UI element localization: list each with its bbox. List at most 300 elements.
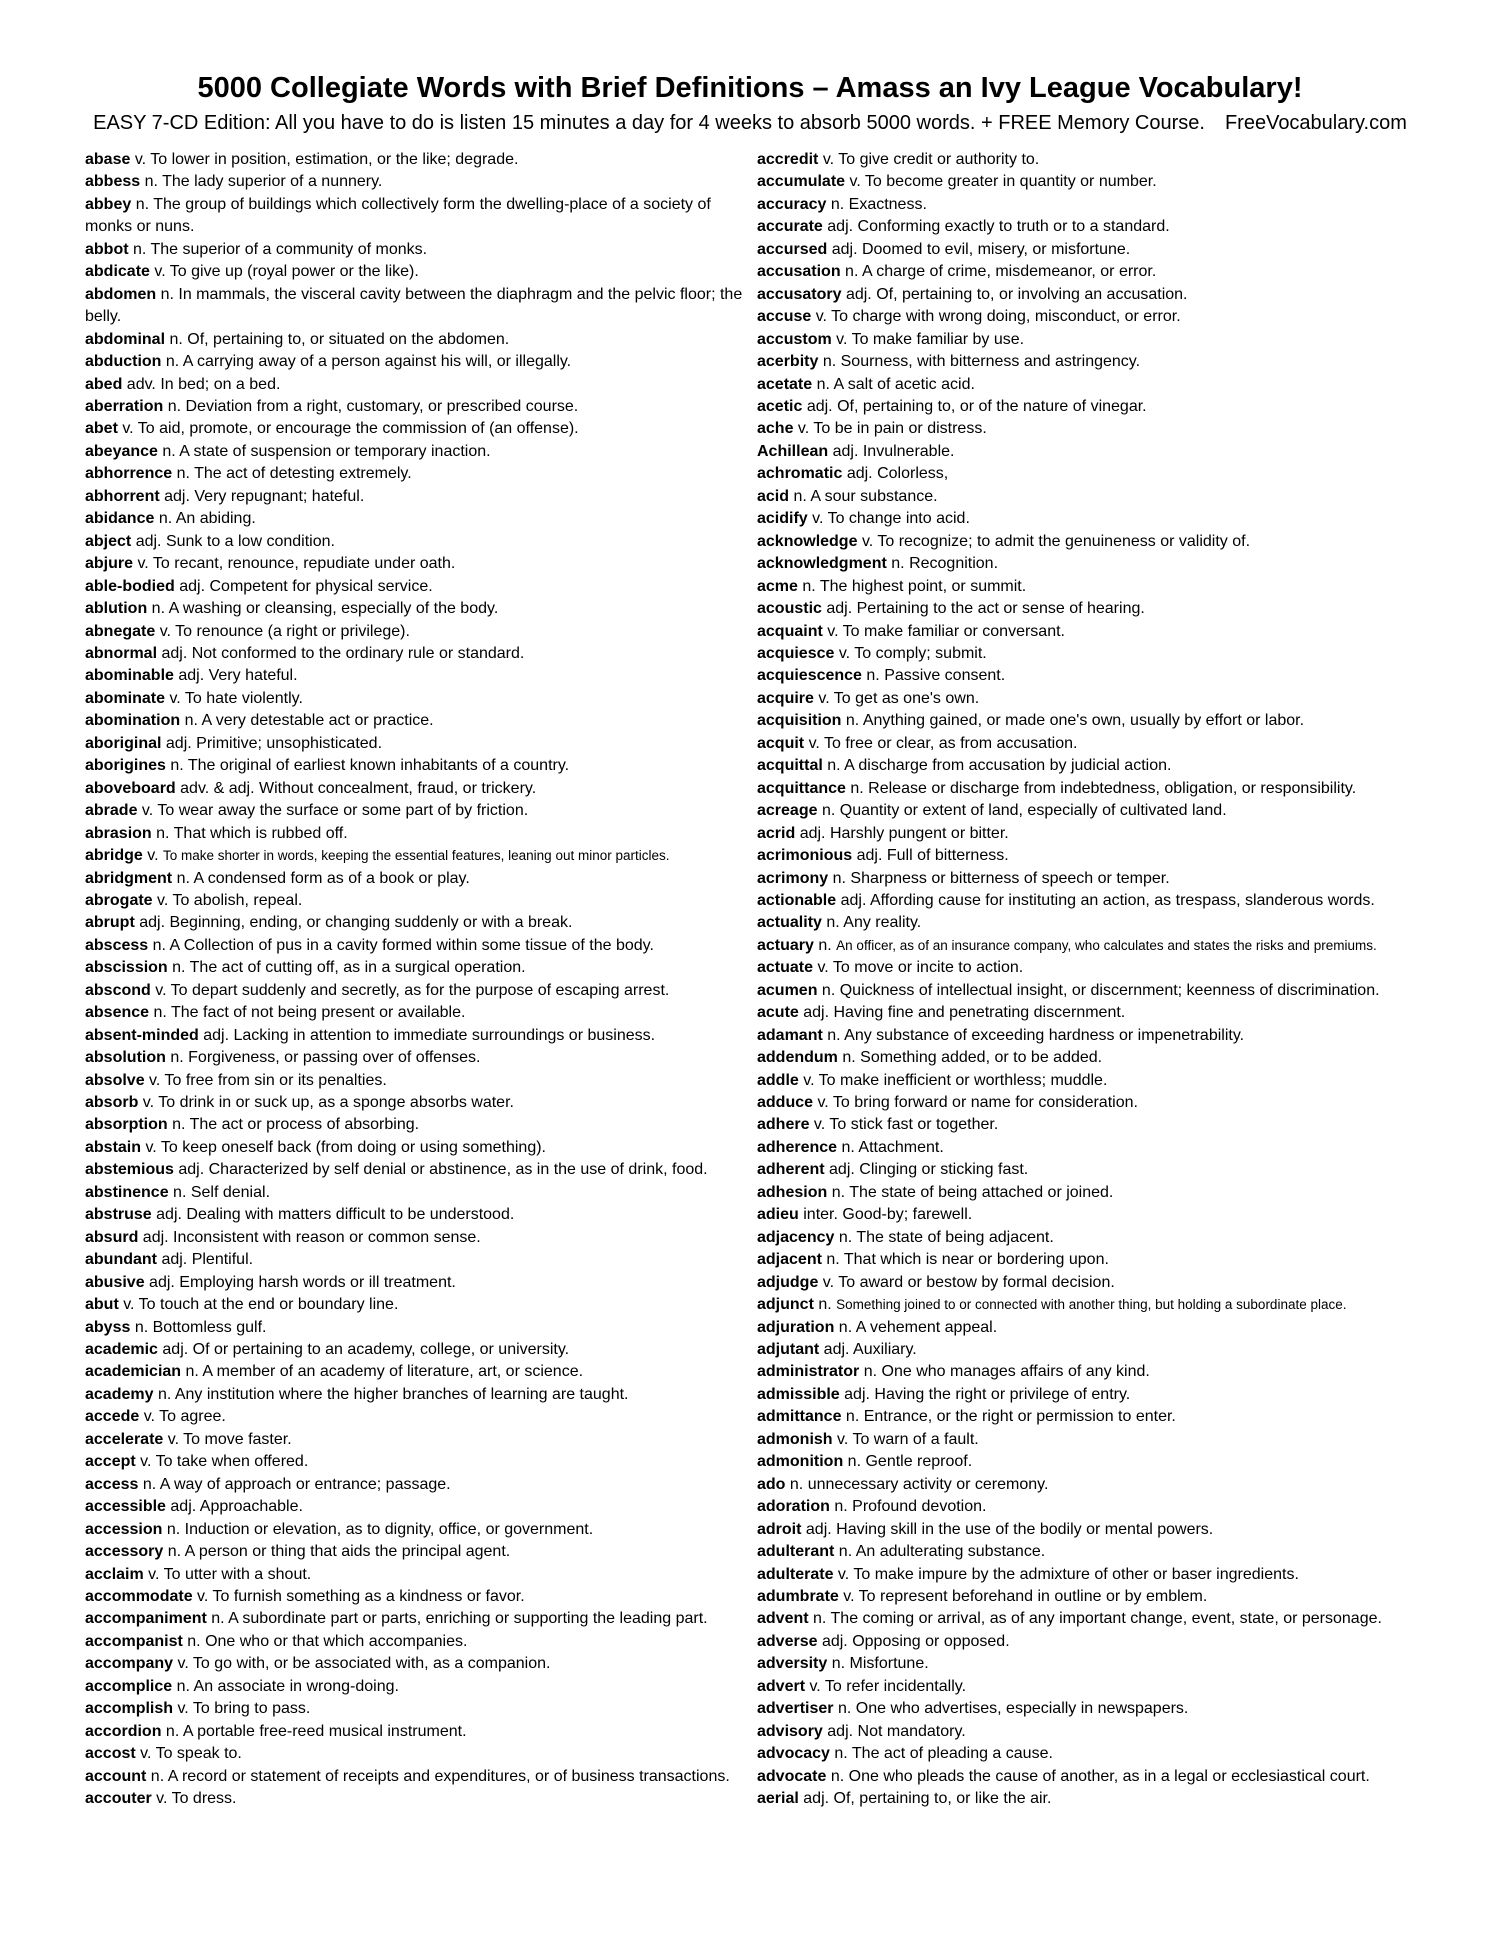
dictionary-entry: [85, 1653, 757, 1675]
dictionary-entry: [85, 149, 757, 171]
entry-definition: Quantity or extent of land, especially of cultivated land.: [839, 802, 1227, 820]
entry-word: accomplice: [85, 1677, 173, 1695]
dictionary-entry: [757, 890, 1449, 912]
subtitle-text: EASY 7-CD Edition: All you have to do is listen 15 minutes a day for 4 weeks to absorb 5000 words. + FREE Memory Course.: [93, 112, 1205, 134]
entry-part-of-speech: v.: [808, 734, 820, 752]
entry-definition: The state of being attached or joined.: [849, 1183, 1114, 1201]
entry-word: ache: [757, 420, 794, 438]
entry-word: accommodate: [85, 1588, 193, 1605]
entry-part-of-speech: adj.: [161, 644, 188, 662]
entry-definition: To bring to pass.: [192, 1700, 311, 1718]
entry-word: adjutant: [757, 1341, 820, 1359]
entry-definition: To drink in or suck up, as a sponge absorbs water.: [158, 1094, 514, 1112]
entry-definition: A discharge from accusation by judicial action.: [844, 757, 1172, 775]
entry-part-of-speech: v.: [169, 689, 181, 707]
entry-definition: Without concealment, fraud, or trickery.: [259, 779, 537, 797]
entry-part-of-speech: n.: [135, 195, 150, 213]
entry-word: acquaint: [757, 622, 823, 640]
dictionary-entry: [85, 1676, 757, 1698]
dictionary-entry: [85, 733, 757, 755]
dictionary-entry: [85, 800, 757, 822]
entry-word: adhere: [757, 1116, 810, 1134]
dictionary-entry: [757, 957, 1449, 979]
entry-word: abridgment: [85, 869, 173, 887]
dictionary-entry: [757, 1451, 1449, 1473]
entry-word: abdominal: [85, 330, 166, 348]
entry-part-of-speech: n.: [170, 757, 184, 775]
entry-definition: Gentle reproof.: [865, 1453, 973, 1471]
entry-part-of-speech: adv.: [126, 375, 156, 393]
dictionary-entry: [85, 1339, 757, 1361]
entry-word: accursed: [757, 240, 828, 258]
entry-part-of-speech: adj.: [832, 442, 859, 460]
entry-definition: To represent beforehand in outline or by emblem.: [858, 1588, 1208, 1605]
dictionary-entry: [85, 1519, 757, 1541]
dictionary-entry: [85, 1025, 757, 1047]
entry-part-of-speech: n.: [165, 353, 180, 371]
dictionary-entry: [85, 755, 757, 777]
entry-definition: To be in pain or distress.: [813, 420, 987, 438]
entry-word: abominate: [85, 689, 166, 707]
entry-part-of-speech: v.: [822, 1273, 835, 1291]
dictionary-entry: [85, 710, 757, 732]
entry-word: acknowledgment: [757, 555, 887, 573]
dictionary-entry: [757, 1766, 1449, 1788]
entry-word: accusatory: [757, 285, 842, 303]
entry-definition: To warn of a fault.: [852, 1430, 979, 1448]
entry-part-of-speech: adj.: [831, 240, 858, 258]
entry-part-of-speech: adj.: [135, 532, 162, 550]
entry-part-of-speech: v.: [177, 1700, 189, 1718]
entry-word: addendum: [757, 1049, 838, 1067]
entry-part-of-speech: n.: [842, 1049, 856, 1067]
definitions-column-left: [85, 149, 757, 1811]
dictionary-entry: [85, 1159, 757, 1181]
entry-definition: Deviation from a right, customary, or prescribed course.: [185, 397, 579, 415]
entry-definition: Invulnerable.: [862, 442, 955, 460]
entry-definition: To touch at the end or boundary line.: [138, 1296, 399, 1314]
dictionary-entry: [85, 194, 757, 239]
entry-part-of-speech: n.: [813, 1610, 827, 1628]
entry-word: abridge: [85, 847, 143, 865]
entry-definition: A record or statement of receipts and expenditures, or of business transactions.: [167, 1767, 730, 1785]
dictionary-entry: [757, 1429, 1449, 1451]
dictionary-entry: [757, 463, 1449, 485]
dictionary-entry: [757, 486, 1449, 508]
dictionary-entry: [85, 1070, 757, 1092]
dictionary-entry: [757, 1025, 1449, 1047]
entry-word: abrogate: [85, 891, 153, 909]
entry-definition: Any substance of exceeding hardness or impenetrability.: [844, 1026, 1245, 1044]
entry-part-of-speech: adj.: [156, 1206, 182, 1224]
entry-word: abyss: [85, 1318, 131, 1336]
dictionary-entry: [757, 1743, 1449, 1765]
entry-word: absurd: [85, 1228, 139, 1246]
dictionary-entry: [85, 643, 757, 665]
dictionary-entry: [757, 329, 1449, 351]
entry-part-of-speech: adj.: [165, 734, 192, 752]
dictionary-entry: [85, 1384, 757, 1406]
entry-part-of-speech: v.: [803, 1071, 815, 1089]
dictionary-entry: [85, 1182, 757, 1204]
entry-part-of-speech: n.: [160, 285, 174, 303]
entry-definition: Passive consent.: [884, 667, 1006, 685]
entry-word: acrimonious: [757, 847, 853, 865]
entry-part-of-speech: v.: [843, 1588, 855, 1605]
entry-word: absolve: [85, 1071, 145, 1089]
dictionary-entry: [85, 778, 757, 800]
entry-word: acclaim: [85, 1565, 144, 1583]
entry-definition: To dress.: [171, 1790, 237, 1808]
dictionary-entry: [85, 1474, 757, 1496]
entry-definition: Plentiful.: [191, 1251, 254, 1269]
entry-part-of-speech: adj.: [856, 847, 883, 865]
entry-word: abstruse: [85, 1206, 152, 1224]
dictionary-entry: [85, 1451, 757, 1473]
entry-part-of-speech: n.: [156, 824, 170, 842]
entry-definition: To go with, or be associated with, as a companion.: [192, 1655, 551, 1673]
dictionary-entry: [757, 1721, 1449, 1743]
entry-definition: To agree.: [159, 1408, 226, 1426]
entry-word: actuary: [757, 936, 814, 954]
entry-word: abed: [85, 375, 123, 393]
entry-part-of-speech: v.: [140, 1745, 152, 1763]
entry-word: aberration: [85, 397, 164, 415]
entry-part-of-speech: n.: [151, 600, 166, 618]
entry-word: abscission: [85, 959, 168, 977]
dictionary-entry: [757, 508, 1449, 530]
dictionary-entry: [757, 868, 1449, 890]
entry-word: admonish: [757, 1430, 833, 1448]
entry-definition: A salt of acetic acid.: [833, 375, 975, 393]
entry-part-of-speech: n.: [826, 914, 840, 932]
entry-definition: Induction or elevation, as to dignity, office, or government.: [184, 1520, 594, 1538]
dictionary-entry: [757, 1653, 1449, 1675]
dictionary-entry: [85, 912, 757, 934]
dictionary-entry: [85, 868, 757, 890]
entry-definition: Auxiliary.: [853, 1341, 917, 1359]
entry-word: adjudge: [757, 1273, 819, 1291]
dictionary-entry: [85, 1272, 757, 1294]
dictionary-entry: [757, 396, 1449, 418]
entry-part-of-speech: adj.: [178, 1161, 205, 1179]
entry-definition: Having fine and penetrating discernment.: [833, 1004, 1126, 1022]
entry-word: accost: [85, 1745, 136, 1763]
entry-word: Achillean: [757, 442, 829, 460]
entry-part-of-speech: n.: [826, 1251, 840, 1269]
entry-definition: One who advertises, especially in newspapers.: [855, 1700, 1189, 1718]
entry-definition: Misfortune.: [849, 1655, 929, 1673]
entry-part-of-speech: n.: [830, 1767, 845, 1785]
entry-definition: One who pleads the cause of another, as in a legal or ecclesiastical court.: [848, 1767, 1370, 1785]
entry-definition: Of or pertaining to an academy, college, or university.: [192, 1341, 570, 1359]
dictionary-entry: [757, 1137, 1449, 1159]
dictionary-entry: [757, 1631, 1449, 1653]
entry-definition: One who or that which accompanies.: [205, 1632, 468, 1650]
dictionary-entry: [757, 284, 1449, 306]
entry-part-of-speech: n.: [170, 1049, 184, 1067]
entry-definition: The original of earliest known inhabitants of a country.: [187, 757, 570, 775]
entry-part-of-speech: n.: [827, 757, 841, 775]
entry-part-of-speech: n.: [831, 1655, 846, 1673]
entry-part-of-speech: n.: [818, 1296, 832, 1314]
dictionary-entry: [757, 1788, 1449, 1810]
dictionary-entry: [757, 194, 1449, 216]
entry-part-of-speech: v.: [812, 510, 824, 528]
entry-word: aboveboard: [85, 779, 176, 797]
entry-definition: To aid, promote, or encourage the commission of (an offense).: [137, 420, 579, 438]
entry-part-of-speech: n.: [184, 712, 198, 730]
entry-word: accession: [85, 1520, 163, 1538]
entry-word: absorption: [85, 1116, 168, 1134]
dictionary-entry: [757, 1339, 1449, 1361]
entry-part-of-speech: adj.: [823, 1341, 850, 1359]
entry-word: abscess: [85, 936, 149, 954]
entry-part-of-speech: n.: [863, 1363, 878, 1381]
dictionary-entry: [757, 239, 1449, 261]
dictionary-entry: [85, 1204, 757, 1226]
entry-definition: To renounce (a right or privilege).: [175, 622, 410, 640]
dictionary-entry: [85, 1541, 757, 1563]
dictionary-entry: [757, 755, 1449, 777]
entry-part-of-speech: v.: [137, 555, 149, 573]
entry-part-of-speech: adj.: [827, 1722, 854, 1740]
entry-definition: A sour substance.: [810, 487, 938, 505]
dictionary-entry: [85, 935, 757, 957]
dictionary-entry: [757, 351, 1449, 373]
entry-definition: To abolish, repeal.: [172, 891, 303, 909]
entry-part-of-speech: n.: [152, 936, 166, 954]
entry-word: academic: [85, 1341, 158, 1359]
entry-word: achromatic: [757, 465, 843, 483]
entry-definition: A Collection of pus in a cavity formed within some tissue of the body.: [169, 936, 654, 954]
dictionary-entry: [757, 553, 1449, 575]
entry-part-of-speech: n.: [838, 1318, 853, 1336]
entry-word: accredit: [757, 151, 819, 168]
dictionary-entry: [757, 1182, 1449, 1204]
dictionary-entry: [85, 1608, 757, 1630]
entry-definition: Colorless,: [877, 465, 949, 483]
entry-part-of-speech: n.: [187, 1632, 201, 1650]
dictionary-entry: [85, 284, 757, 329]
entry-word: abstain: [85, 1138, 142, 1156]
entry-word: advent: [757, 1610, 809, 1628]
entry-part-of-speech: v.: [155, 981, 167, 999]
entry-part-of-speech: n.: [802, 577, 816, 595]
entry-word: administrator: [757, 1363, 860, 1381]
dictionary-entry: [757, 306, 1449, 328]
entry-word: abduction: [85, 353, 162, 371]
dictionary-entry: [757, 912, 1449, 934]
entry-definition: Sourness, with bitterness and astringency.: [840, 353, 1141, 371]
entry-part-of-speech: n.: [789, 1475, 804, 1493]
entry-definition: Very repugnant; hateful.: [194, 487, 365, 505]
entry-definition: Exactness.: [848, 195, 927, 213]
page-header: [0, 72, 1500, 135]
entry-part-of-speech: v.: [818, 689, 830, 707]
page-subtitle: [0, 112, 1500, 135]
entry-definition: The act of cutting off, as in a surgical operation.: [189, 959, 526, 977]
dictionary-entry: [757, 1227, 1449, 1249]
dictionary-entry: [757, 1541, 1449, 1563]
entry-definition: To make impure by the admixture of other or baser ingredients.: [853, 1565, 1299, 1583]
dictionary-entry: [757, 845, 1449, 867]
dictionary-entry: [757, 261, 1449, 283]
entry-definition: To change into acid.: [827, 510, 970, 528]
entry-word: aerial: [757, 1790, 799, 1808]
entry-part-of-speech: v.: [156, 1790, 168, 1808]
dictionary-entry: [85, 553, 757, 575]
entry-definition: In mammals, the visceral cavity between the diaphragm and the pelvic floor; the belly.: [85, 285, 743, 326]
entry-word: abet: [85, 420, 118, 438]
dictionary-entry: [85, 1092, 757, 1114]
entry-part-of-speech: adj.: [803, 1790, 830, 1808]
entry-word: adjacent: [757, 1251, 822, 1269]
entry-definition: That which is near or bordering upon.: [843, 1251, 1109, 1269]
dictionary-entry: [757, 374, 1449, 396]
dictionary-entry: [757, 823, 1449, 845]
entry-part-of-speech: v.: [815, 308, 827, 326]
entry-part-of-speech: v.: [123, 1296, 135, 1314]
entry-definition: To make familiar by use.: [851, 330, 1025, 348]
entry-part-of-speech: adj.: [803, 1004, 830, 1022]
entry-part-of-speech: v.: [822, 151, 835, 168]
entry-part-of-speech: v.: [167, 1430, 180, 1448]
entry-definition: Something joined to or connected with another thing, but holding a subordinate place.: [836, 1297, 1347, 1313]
entry-word: abdomen: [85, 285, 157, 303]
entry-definition: To hate violently.: [184, 689, 303, 707]
entry-word: acreage: [757, 802, 818, 820]
entry-definition: To move faster.: [183, 1430, 292, 1448]
entry-definition: Sharpness or bitterness of speech or temper.: [850, 869, 1170, 887]
dictionary-entry: [757, 1608, 1449, 1630]
entry-word: acquisition: [757, 712, 842, 730]
dictionary-entry: [757, 1586, 1449, 1608]
entry-word: adulterant: [757, 1543, 835, 1561]
entry-definition: One who manages affairs of any kind.: [881, 1363, 1150, 1381]
entry-definition: To charge with wrong doing, misconduct, or error.: [831, 308, 1181, 326]
dictionary-entry: [757, 1070, 1449, 1092]
entry-definition: An associate in wrong-doing.: [193, 1677, 399, 1695]
entry-part-of-speech: v.: [809, 1677, 821, 1695]
entry-definition: To wear away the surface or some part of by friction.: [157, 802, 529, 820]
entry-definition: Release or discharge from indebtedness, obligation, or responsibility.: [868, 779, 1357, 797]
entry-word: acquiescence: [757, 667, 862, 685]
entry-word: aborigines: [85, 757, 166, 775]
entry-word: accessible: [85, 1498, 166, 1516]
entry-part-of-speech: n.: [816, 375, 830, 393]
entry-definition: Self denial.: [190, 1183, 271, 1201]
entry-part-of-speech: adj.: [142, 1228, 169, 1246]
site-link[interactable]: FreeVocabulary.com: [1224, 112, 1407, 134]
dictionary-entry: [85, 463, 757, 485]
entry-part-of-speech: adj.: [161, 1251, 188, 1269]
entry-word: acetate: [757, 375, 813, 393]
entry-word: abrasion: [85, 824, 152, 842]
entry-part-of-speech: v.: [149, 1071, 161, 1089]
entry-definition: Affording cause for instituting an action, as trespass, slanderous words.: [869, 891, 1375, 909]
entry-part-of-speech: n.: [834, 1745, 848, 1763]
entry-word: acrimony: [757, 869, 829, 887]
dictionary-entry: [85, 665, 757, 687]
entry-part-of-speech: n.: [831, 1183, 846, 1201]
dictionary-entry: [757, 531, 1449, 553]
entry-part-of-speech: v.: [145, 1138, 157, 1156]
entry-definition: Bottomless gulf.: [152, 1318, 267, 1336]
entry-definition: To lower in position, estimation, or the like; degrade.: [150, 151, 519, 168]
dictionary-entry: [85, 1586, 757, 1608]
entry-part-of-speech: adj.: [826, 600, 853, 618]
entry-definition: A subordinate part or parts, enriching or supporting the leading part.: [228, 1610, 708, 1628]
entry-definition: The highest point, or summit.: [819, 577, 1027, 595]
entry-word: acquiesce: [757, 644, 835, 662]
entry-word: accompanist: [85, 1632, 183, 1650]
entry-definition: Entrance, or the right or permission to enter.: [863, 1408, 1176, 1426]
dictionary-entry: [757, 1361, 1449, 1383]
dictionary-entry: [757, 1496, 1449, 1518]
dictionary-entry: [757, 171, 1449, 193]
dictionary-entry: [757, 1564, 1449, 1586]
entry-part-of-speech: n.: [821, 981, 836, 999]
entry-definition: The state of being adjacent.: [856, 1228, 1054, 1246]
entry-word: adjunct: [757, 1296, 814, 1314]
dictionary-entry: [757, 1092, 1449, 1114]
dictionary-entry: [757, 1002, 1449, 1024]
entry-definition: The group of buildings which collectively form the dwelling-place of a society of monks or nuns.: [85, 195, 711, 236]
entry-part-of-speech: v.: [817, 959, 829, 977]
entry-word: actuality: [757, 914, 822, 932]
dictionary-entry: [85, 1564, 757, 1586]
entry-word: advocacy: [757, 1745, 830, 1763]
entry-word: accordion: [85, 1722, 162, 1740]
entry-definition: Quickness of intellectual insight, or discernment; keenness of discrimination.: [839, 981, 1380, 999]
entry-part-of-speech: adj.: [170, 1498, 197, 1516]
entry-part-of-speech: n.: [133, 240, 147, 258]
entry-part-of-speech: inter.: [803, 1206, 838, 1224]
entry-part-of-speech: adj.: [827, 218, 854, 236]
dictionary-entry: [85, 1429, 757, 1451]
entry-word: admonition: [757, 1453, 844, 1471]
entry-word: acetic: [757, 397, 803, 415]
entry-word: abrade: [85, 802, 138, 820]
dictionary-entry: [757, 733, 1449, 755]
entry-definition: Not conformed to the ordinary rule or standard.: [191, 644, 525, 662]
entry-word: access: [85, 1475, 139, 1493]
entry-part-of-speech: n.: [822, 353, 837, 371]
dictionary-entry: [757, 665, 1449, 687]
entry-definition: An officer, as of an insurance company, who calculates and states the risks and premiums.: [836, 937, 1377, 953]
entry-part-of-speech: n.: [185, 1363, 199, 1381]
entry-definition: Not mandatory.: [857, 1722, 966, 1740]
entry-definition: Characterized by self denial or abstinence, as in the use of drink, food.: [208, 1161, 708, 1179]
dictionary-entry: [85, 823, 757, 845]
dictionary-entry: [757, 800, 1449, 822]
entry-part-of-speech: adj.: [178, 667, 205, 685]
dictionary-entry: [85, 396, 757, 418]
entry-word: acerbity: [757, 353, 819, 371]
dictionary-entry: [85, 1249, 757, 1271]
entry-definition: To give up (royal power or the like).: [169, 263, 419, 281]
entry-definition: Pertaining to the act or sense of hearing.: [856, 600, 1145, 618]
entry-part-of-speech: n.: [837, 1700, 852, 1718]
entry-part-of-speech: v.: [837, 1430, 849, 1448]
entry-part-of-speech: v.: [142, 1094, 155, 1112]
entry-part-of-speech: n.: [142, 1475, 157, 1493]
entry-definition: That which is rubbed off.: [173, 824, 348, 842]
entry-definition: Having skill in the use of the bodily or mental powers.: [836, 1520, 1214, 1538]
dictionary-entry: [757, 1114, 1449, 1136]
dictionary-entry: [85, 980, 757, 1002]
